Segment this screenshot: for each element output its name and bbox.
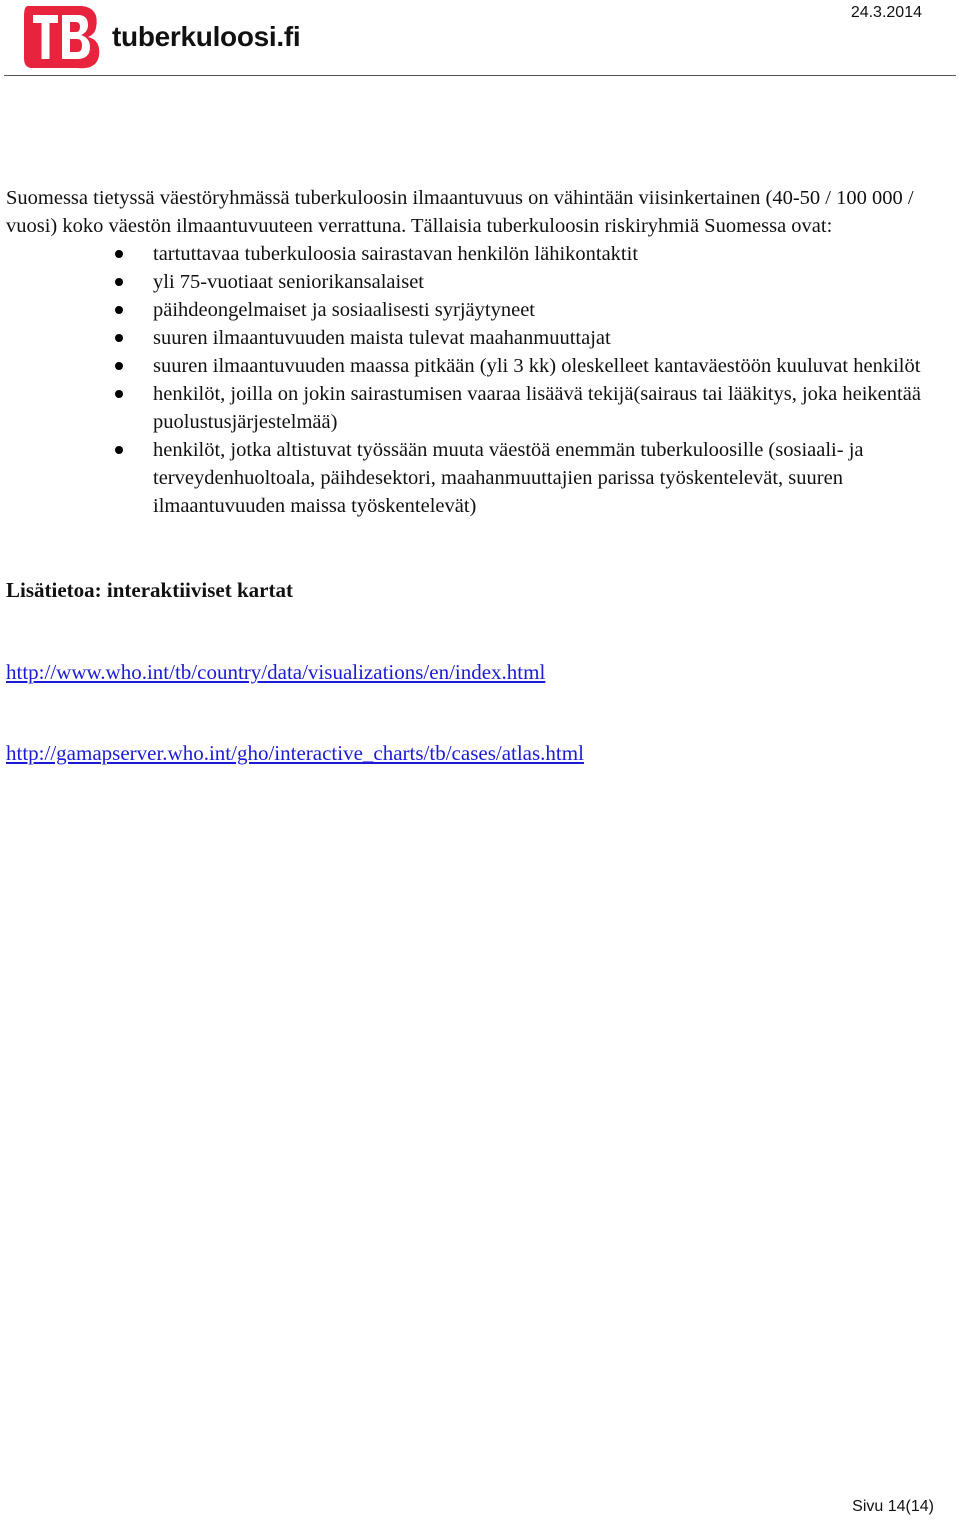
list-item: suuren ilmaantuvuuden maassa pitkään (yli 3 kk) oleskelleet kantaväestöön kuuluvat henkilöt [6, 352, 956, 380]
risk-group-list [6, 240, 956, 520]
list-item: tartuttavaa tuberkuloosia sairastavan henkilön lähikontaktit [6, 240, 956, 268]
bullet-icon [115, 390, 123, 398]
list-item: henkilöt, joilla on jokin sairastumisen vaaraa lisäävä tekijä(sairaus tai lääkitys, joka heikentää puolustusjärjestelmää) [6, 380, 956, 436]
bullet-icon [115, 250, 123, 258]
page-number: Sivu 14(14) [852, 1498, 934, 1515]
who-visualizations-link[interactable]: http://www.who.int/tb/country/data/visualizations/en/index.html [6, 660, 546, 684]
bullet-icon [115, 306, 123, 314]
list-item: henkilöt, jotka altistuvat työssään muuta väestöä enemmän tuberkuloosille (sosiaali- ja terveydenhuoltoala, päihdesektori, maahanmuuttajien parissa työskentelevät, suuren ilmaantuvuuden maissa työskentelevät) [6, 436, 956, 520]
list-item: suuren ilmaantuvuuden maista tulevat maahanmuuttajat [6, 324, 956, 352]
header-divider [4, 75, 956, 76]
tb-logo-icon [22, 4, 102, 70]
bullet-icon [115, 446, 123, 454]
list-item: päihdeongelmaiset ja sosiaalisesti syrjäytyneet [6, 296, 956, 324]
document-body [6, 184, 956, 767]
bullet-icon [115, 334, 123, 342]
list-item: yli 75-vuotiaat seniorikansalaiset [6, 268, 956, 296]
header-date: 24.3.2014 [850, 4, 922, 21]
logo-text: tuberkuloosi.fi [112, 21, 301, 52]
bullet-icon [115, 362, 123, 370]
who-atlas-link[interactable]: http://gamapserver.who.int/gho/interactive_charts/tb/cases/atlas.html [6, 741, 584, 765]
page-header [0, 0, 960, 80]
site-logo[interactable] [22, 4, 300, 70]
more-info-heading: Lisätietoa: interaktiiviset kartat [6, 578, 293, 602]
intro-paragraph: Suomessa tietyssä väestöryhmässä tuberkuloosin ilmaantuvuus on vähintään viisinkertainen (40-50 / 100 000 / vuosi) koko väestön ilmaantuvuuteen verrattuna. Tällaisia tuberkuloosin riskiryhmiä Suomessa ovat: [6, 187, 914, 237]
bullet-icon [115, 278, 123, 286]
